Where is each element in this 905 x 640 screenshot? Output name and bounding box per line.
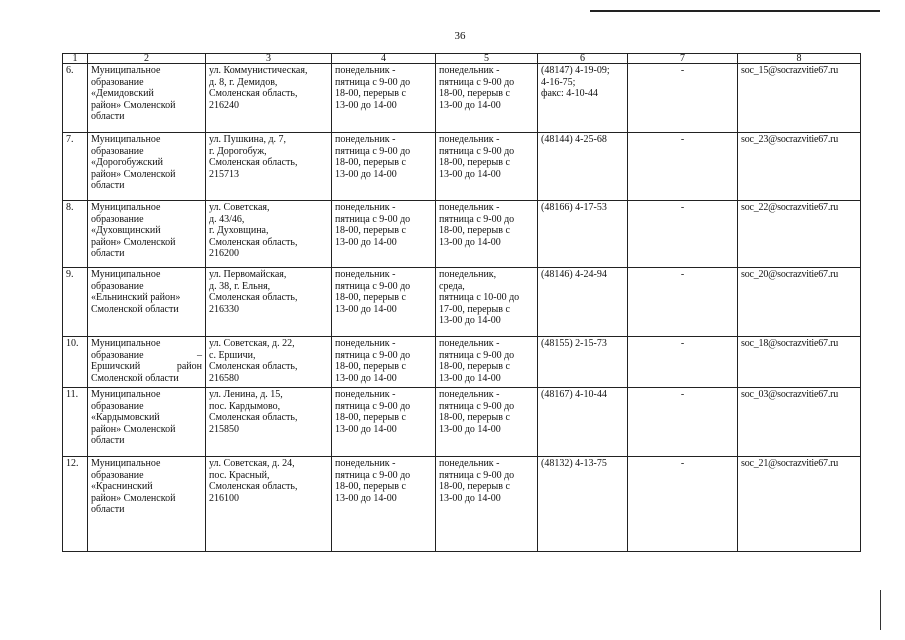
row-number: 6. xyxy=(63,64,88,133)
reception-hours: понедельник - пятница с 9-00 до 18-00, перерыв с 13-00 до 14-00 xyxy=(436,201,538,268)
municipality-name: Муниципальное образование «Краснинский район» Смоленской области xyxy=(88,457,206,552)
margin-mark xyxy=(880,590,881,630)
reception-hours: понедельник - пятница с 9-00 до 18-00, перерыв с 13-00 до 14-00 xyxy=(436,388,538,457)
header-row xyxy=(63,54,861,64)
reception-hours: понедельник - пятница с 9-00 до 18-00, перерыв с 13-00 до 14-00 xyxy=(436,133,538,201)
email-address: soc_20@socrazvitie67.ru xyxy=(738,268,861,337)
header-col-1: 1 xyxy=(63,54,88,64)
reception-hours: понедельник - пятница с 9-00 до 18-00, перерыв с 13-00 до 14-00 xyxy=(436,337,538,388)
column-7-value: - xyxy=(628,64,738,133)
office-address: ул. Советская, д. 22, с. Ершичи, Смоленская область, 216580 xyxy=(206,337,332,388)
table-row xyxy=(63,457,861,552)
header-col-4: 4 xyxy=(332,54,436,64)
phone-number: (48166) 4-17-53 xyxy=(538,201,628,268)
page-number: 36 xyxy=(454,30,466,42)
column-7-value: - xyxy=(628,337,738,388)
table-row xyxy=(63,388,861,457)
municipality-name: Муниципальное образование «Демидовский район» Смоленской области xyxy=(88,64,206,133)
row-number: 9. xyxy=(63,268,88,337)
offices-table xyxy=(62,53,861,552)
table-row xyxy=(63,64,861,133)
header-col-7: 7 xyxy=(628,54,738,64)
row-number: 10. xyxy=(63,337,88,388)
phone-number: (48144) 4-25-68 xyxy=(538,133,628,201)
office-address: ул. Советская, д. 24, пос. Красный, Смоленская область, 216100 xyxy=(206,457,332,552)
row-number: 11. xyxy=(63,388,88,457)
office-address: ул. Коммунистическая, д. 8, г. Демидов, Смоленская область, 216240 xyxy=(206,64,332,133)
header-col-6: 6 xyxy=(538,54,628,64)
municipality-name: Муниципальное образование «Ельнинский район» Смоленской области xyxy=(88,268,206,337)
header-col-5: 5 xyxy=(436,54,538,64)
row-number: 7. xyxy=(63,133,88,201)
reception-hours: понедельник - пятница с 9-00 до 18-00, перерыв с 13-00 до 14-00 xyxy=(436,457,538,552)
phone-number: (48132) 4-13-75 xyxy=(538,457,628,552)
table-row xyxy=(63,133,861,201)
table-row xyxy=(63,201,861,268)
row-number: 12. xyxy=(63,457,88,552)
reception-hours: понедельник - пятница с 9-00 до 18-00, перерыв с 13-00 до 14-00 xyxy=(436,64,538,133)
municipality-name: Муниципальное образование – Ершичский район Смоленской области xyxy=(88,337,206,388)
column-7-value: - xyxy=(628,268,738,337)
table-row xyxy=(63,268,861,337)
column-7-value: - xyxy=(628,388,738,457)
phone-number: (48155) 2-15-73 xyxy=(538,337,628,388)
working-hours: понедельник - пятница с 9-00 до 18-00, перерыв с 13-00 до 14-00 xyxy=(332,64,436,133)
email-address: soc_03@socrazvitie67.ru xyxy=(738,388,861,457)
row-number: 8. xyxy=(63,201,88,268)
email-address: soc_23@socrazvitie67.ru xyxy=(738,133,861,201)
municipality-name: Муниципальное образование «Дорогобужский район» Смоленской области xyxy=(88,133,206,201)
phone-number: (48167) 4-10-44 xyxy=(538,388,628,457)
municipality-name: Муниципальное образование «Духовщинский район» Смоленской области xyxy=(88,201,206,268)
header-col-2: 2 xyxy=(88,54,206,64)
phone-number: (48147) 4-19-09; 4-16-75; факс: 4-10-44 xyxy=(538,64,628,133)
municipality-name: Муниципальное образование «Кардымовский район» Смоленской области xyxy=(88,388,206,457)
working-hours: понедельник - пятница с 9-00 до 18-00, перерыв с 13-00 до 14-00 xyxy=(332,268,436,337)
header-col-8: 8 xyxy=(738,54,861,64)
working-hours: понедельник - пятница с 9-00 до 18-00, перерыв с 13-00 до 14-00 xyxy=(332,133,436,201)
office-address: ул. Первомайская, д. 38, г. Ельня, Смоленская область, 216330 xyxy=(206,268,332,337)
email-address: soc_22@socrazvitie67.ru xyxy=(738,201,861,268)
office-address: ул. Ленина, д. 15, пос. Кардымово, Смоленская область, 215850 xyxy=(206,388,332,457)
email-address: soc_18@socrazvitie67.ru xyxy=(738,337,861,388)
office-address: ул. Пушкина, д. 7, г. Дорогобуж, Смоленская область, 215713 xyxy=(206,133,332,201)
working-hours: понедельник - пятница с 9-00 до 18-00, перерыв с 13-00 до 14-00 xyxy=(332,457,436,552)
working-hours: понедельник - пятница с 9-00 до 18-00, перерыв с 13-00 до 14-00 xyxy=(332,337,436,388)
reception-hours: понедельник, среда, пятница с 10-00 до 17-00, перерыв с 13-00 до 14-00 xyxy=(436,268,538,337)
top-rule xyxy=(590,10,880,12)
column-7-value: - xyxy=(628,133,738,201)
working-hours: понедельник - пятница с 9-00 до 18-00, перерыв с 13-00 до 14-00 xyxy=(332,388,436,457)
email-address: soc_15@socrazvitie67.ru xyxy=(738,64,861,133)
table-row xyxy=(63,337,861,388)
column-7-value: - xyxy=(628,201,738,268)
header-col-3: 3 xyxy=(206,54,332,64)
working-hours: понедельник - пятница с 9-00 до 18-00, перерыв с 13-00 до 14-00 xyxy=(332,201,436,268)
column-7-value: - xyxy=(628,457,738,552)
office-address: ул. Советская, д. 43/46, г. Духовщина, Смоленская область, 216200 xyxy=(206,201,332,268)
phone-number: (48146) 4-24-94 xyxy=(538,268,628,337)
email-address: soc_21@socrazvitie67.ru xyxy=(738,457,861,552)
